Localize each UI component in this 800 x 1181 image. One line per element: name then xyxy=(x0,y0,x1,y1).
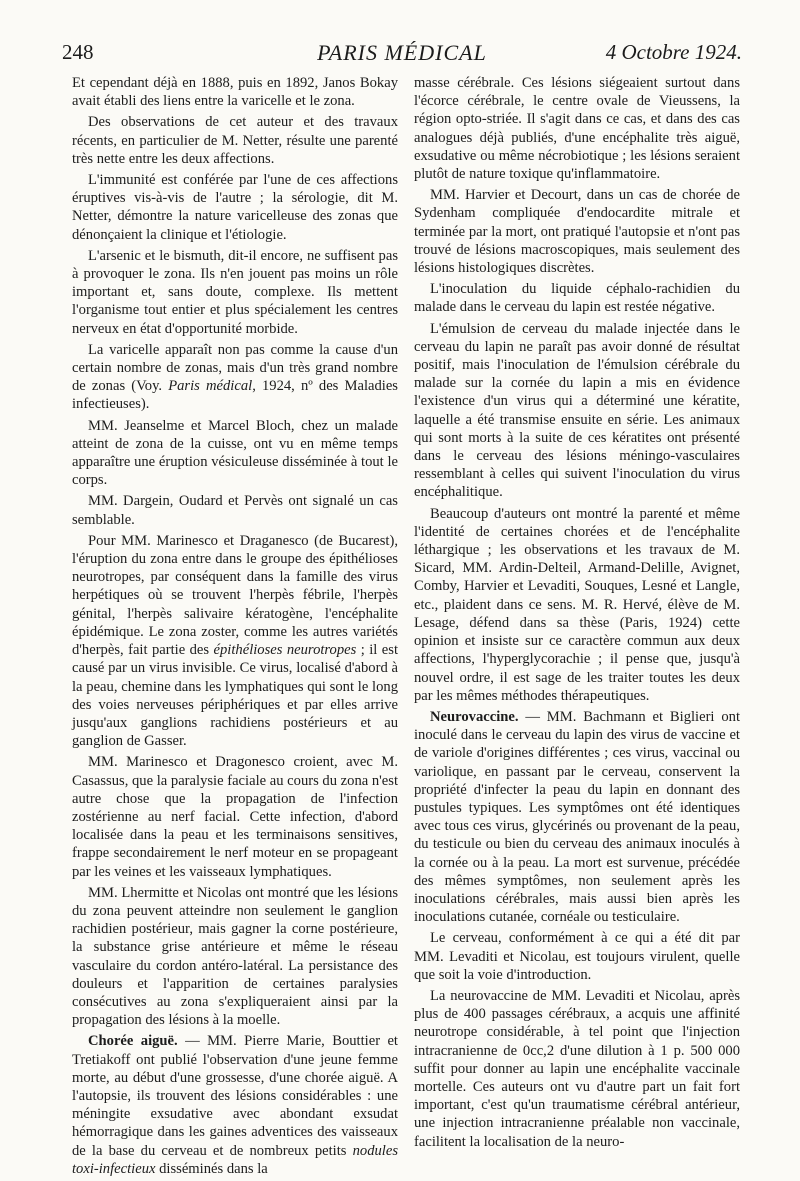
text-run: — MM. Bachmann et Biglieri ont inoculé dans le cerveau du lapin des virus de vaccine et de variole d'origines différentes ; ces virus, vaccinal ou variolique, en passant par le cerveau, conservent la propriété d'infecter la peau du lapin en donnant des pustules typiques. Les symptômes ont été identiques avec tous ces virus, glycérinés ou provenant de la peau, du testicule ou bien du cerveau des animaux inoculés à la cornée ou à la peau. La mort est survenue, précédée des mêmes symptômes, non seulement après les inoculations cérébrales, mais aussi bien après les inoculations cutanée, cornéale ou testiculaire. xyxy=(414,708,740,926)
italic-term: épithélioses neurotropes xyxy=(213,642,357,659)
paragraph xyxy=(414,708,740,926)
text-run: Pour MM. Marinesco et Draganesco (de Bucarest), l'éruption du zona entre dans le groupe des épithélioses neurotropes, par conséquent dans la famille des virus herpétiques où se trouvent l'herpès fébrile, l'herpès génital, l'herpès salivaire kératogène, l'encéphalite épidémique. Le zona zoster, comme les autres variétés d'herpès, fait partie des xyxy=(72,532,398,659)
right-column xyxy=(414,74,740,1154)
text-run: — MM. Pierre Marie, Bouttier et Tretiakoff ont publié l'observation d'une jeune femme morte, au début d'une grossesse, d'une chorée aiguë. A l'autopsie, ils trouvent des lésions considérables : une méningite exsudative avec abondant exsudat hémorragique dans les gaines adventices des vaisseaux de la base du cerveau et de nombreux petits xyxy=(72,1033,398,1159)
paragraph: MM. Harvier et Decourt, dans un cas de chorée de Sydenham compliquée d'endocardite mitrale et terminée par la mort, ont pratiqué l'autopsie et n'ont pas trouvé de lésions macroscopiques, mais seulement des lésions histologiques discrètes. xyxy=(414,187,740,277)
running-header xyxy=(62,40,742,70)
section-heading-choree: Chorée aiguë. xyxy=(88,1033,178,1050)
paragraph: MM. Lhermitte et Nicolas ont montré que les lésions du zona peuvent atteindre non seulement le ganglion rachidien postérieur, mais gagner la corne postérieure, la substance grise antérieure et même le réseau vasculaire du cordon antéro-latéral. La persistance des douleurs et l'apparition de certaines paralysies consécutives au zona s'expliqueraient ainsi par la propagation des lésions à la moelle. xyxy=(72,884,398,1029)
left-column xyxy=(72,74,398,1181)
paragraph: MM. Jeanselme et Marcel Bloch, chez un malade atteint de zona de la cuisse, ont vu en même temps apparaître une éruption vésiculeuse disséminée à tout le corps. xyxy=(72,417,398,489)
paragraph: L'émulsion de cerveau du malade injectée dans le cerveau du lapin ne paraît pas avoir donné de résultat positif, mais l'inoculation de l'émulsion cérébrale du malade sur la cornée du lapin a mis en évidence l'existence d'un virus qui a déterminé une kératite, laquelle a été transmise ensuite en série. Les animaux qui sont morts à la suite de ces kératites ont présenté dans le cerveau des lésions méningo-vasculaires ressemblant à celles qui suivent l'inoculation du virus encéphalitique. xyxy=(414,320,740,501)
paragraph: MM. Marinesco et Dragonesco croient, avec M. Casassus, que la paralysie faciale au cours du zona n'est autre chose que la propagation de l'infection zostérienne au nerf facial. Cette infection, d'abord localisée dans la peau et les terminaisons sensitives, frappe secondairement le nerf moteur en se propageant par les veines et les vaisseaux lymphatiques. xyxy=(72,754,399,880)
paragraph: Et cependant déjà en 1888, puis en 1892, Janos Bokay avait établi des liens entre la varicelle et le zona. xyxy=(72,75,398,110)
paragraph: L'arsenic et le bismuth, dit-il encore, ne suffisent pas à provoquer le zona. Ils n'en jouent pas moins un rôle important et, sans doute, complexe. Ils mettent l'organisme tout entier et plus spécialement les centres nerveux en état d'opportunité morbide. xyxy=(72,247,398,337)
italic-term: nodules toxi-infectieux xyxy=(72,1142,398,1177)
paragraph xyxy=(72,532,398,750)
paragraph: L'inoculation du liquide céphalo-rachidien du malade dans le cerveau du lapin est restée négative. xyxy=(414,281,740,316)
page-number: 248 xyxy=(62,40,94,64)
journal-reference: Paris médical xyxy=(168,378,253,395)
paragraph: masse cérébrale. Ces lésions siégeaient surtout dans l'écorce cérébrale, le centre ovale de Vieussens, la région opto-striée. Il s'agit dans ce cas, et dans des cas analogues déjà publiés, d'une encéphalite très aiguë, exsudative ou même nécrobiotique ; les lésions seraient plutôt de nature toxique qu'inflammatoire. xyxy=(414,75,740,183)
text-run: ; il est causé par un virus invisible. Ce virus, localisé d'abord à la peau, chemine dans les lymphatiques qui sont le long des voies nerveuses périphériques et par elles arrive jusqu'aux ganglions rachidiens postérieurs et au ganglion de Gasser. xyxy=(72,642,399,750)
paragraph: Beaucoup d'auteurs ont montré la parenté et même l'identité de certaines chorées et de l'encéphalite léthargique ; les observations et les travaux de M. Sicard, MM. Ardin-Delteil, Armand-Delille, Avignet, Comby, Harvier et Levaditi, Souques, Lesné et Langle, etc., plaident dans ce sens. M. R. Hervé, élève de M. Lesage, défend dans sa thèse (Paris, 1924) cette opinion et insiste sur ce caractère commun aux deux affections, l'hyperglycorachie ; il pense que, jusqu'à nouvel ordre, il est sage de les traiter toutes les deux par les mêmes méthodes thérapeutiques. xyxy=(414,505,740,704)
section-heading-neurovaccine: Neurovaccine. xyxy=(430,708,519,725)
journal-title: PARIS MÉDICAL xyxy=(317,40,487,65)
paragraph: MM. Dargein, Oudard et Pervès ont signalé un cas semblable. xyxy=(72,493,398,528)
text-run: disséminés dans la xyxy=(155,1160,268,1177)
issue-date: 4 Octobre 1924. xyxy=(605,40,742,64)
paragraph xyxy=(72,1032,398,1178)
paragraph: Des observations de cet auteur et des travaux récents, en particulier de M. Netter, résulte une parenté très nette entre les deux affections. xyxy=(72,114,398,167)
paragraph: La neurovaccine de MM. Levaditi et Nicolau, après plus de 400 passages cérébraux, a acquis une affinité neurotrope considérable, à tel point que l'injection intracranienne de 0cc,2 d'une dilution à 1 p. 500 000 suffit pour donner au lapin une encéphalite vaccinale mortelle. Ces auteurs ont vu d'autre part un fait fort important, c'est qu'un traumatisme cérébral antérieur, une injection intracranienne préalable non vaccinale, facilitent la localisation de la neuro- xyxy=(414,987,740,1150)
paragraph xyxy=(72,341,398,414)
paragraph: L'immunité est conférée par l'une de ces affections éruptives vis-à-vis de l'autre ; la sérologie, dit M. Netter, démontre la nature varicelleuse des zonas que dénonçaient la clinique et l'étiologie. xyxy=(72,172,398,243)
text-run: , 1924, nº des Maladies infectieuses). xyxy=(72,378,398,413)
text-run: La varicelle apparaît non pas comme la cause d'un certain nombre de zonas, mais d'un très grand nombre de zonas (Voy. xyxy=(72,341,398,395)
paragraph: Le cerveau, conformément à ce qui a été dit par MM. Levaditi et Nicolau, est toujours virulent, quelle que soit la voie d'introduction. xyxy=(414,930,740,983)
